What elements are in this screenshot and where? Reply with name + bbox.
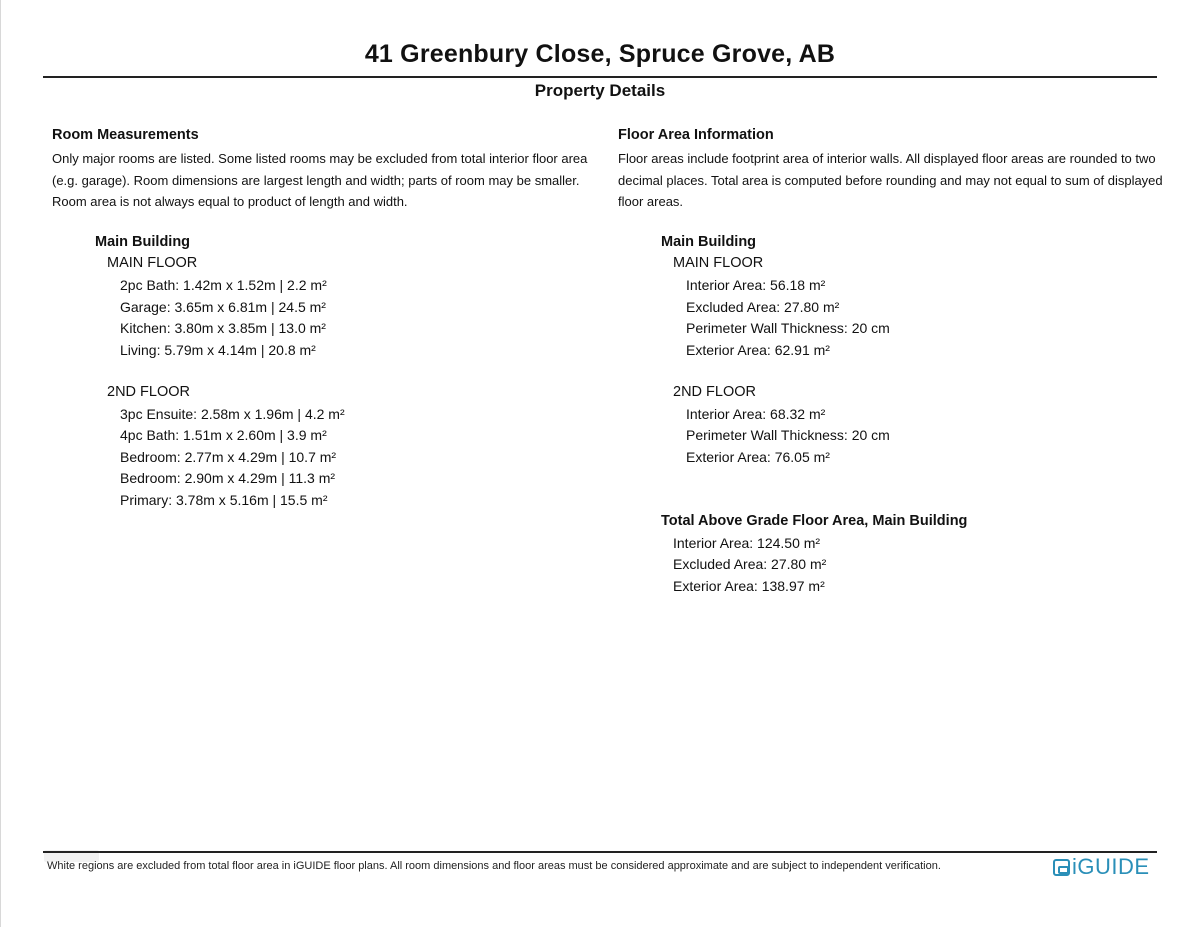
room-line: Primary: 3.78m x 5.16m | 15.5 m²	[120, 492, 328, 508]
area-line: Exterior Area: 62.91 m²	[686, 342, 830, 358]
floor-area-note-line: decimal places. Total area is computed before rounding and may not equal to sum of displayed	[618, 172, 1163, 188]
page-subtitle: Property Details	[534, 81, 666, 100]
room-measurements-note-line: Room area is not always equal to product of length and width.	[52, 194, 408, 209]
area-building-heading: Main Building	[661, 234, 757, 250]
floor-area-note-line: floor areas.	[618, 194, 684, 209]
area-floor-heading-2nd: 2ND FLOOR	[673, 384, 756, 400]
footer-divider	[43, 851, 1157, 853]
total-area-line: Exterior Area: 138.97 m²	[673, 578, 825, 594]
iguide-logo-text: iGUIDE	[1072, 854, 1150, 879]
room-measurements-heading: Room Measurements	[52, 127, 199, 143]
floor-area-note-line: Floor areas include footprint area of interior walls. All displayed floor areas are rounded to two	[618, 151, 1156, 166]
room-line: Living: 5.79m x 4.14m | 20.8 m²	[120, 342, 316, 358]
room-line: Bedroom: 2.90m x 4.29m | 11.3 m²	[120, 470, 336, 486]
area-line: Exterior Area: 76.05 m²	[686, 449, 830, 465]
room-line: Garage: 3.65m x 6.81m | 24.5 m²	[120, 299, 326, 315]
total-area-line: Interior Area: 124.50 m²	[673, 535, 821, 551]
area-line: Interior Area: 56.18 m²	[686, 277, 826, 293]
room-measurements-note-line: Only major rooms are listed. Some listed rooms may be excluded from total interior floor area	[52, 151, 588, 166]
total-area-line: Excluded Area: 27.80 m²	[673, 556, 827, 572]
area-line: Interior Area: 68.32 m²	[686, 406, 826, 422]
footer-disclaimer: White regions are excluded from total floor area in iGUIDE floor plans. All room dimensions and floor areas must be considered approximate and are subject to independent verification.	[47, 860, 941, 872]
room-floor-heading-2nd: 2ND FLOOR	[107, 384, 190, 400]
page-title: 41 Greenbury Close, Spruce Grove, AB	[364, 40, 836, 68]
floor-area-section	[618, 126, 1173, 213]
area-line: Perimeter Wall Thickness: 20 cm	[686, 427, 890, 443]
floor-area-heading: Floor Area Information	[618, 127, 774, 143]
room-line: 4pc Bath: 1.51m x 2.60m | 3.9 m²	[120, 427, 327, 443]
iguide-logo-icon	[1053, 859, 1070, 876]
total-area-heading: Total Above Grade Floor Area, Main Building	[661, 513, 968, 529]
room-line: 3pc Ensuite: 2.58m x 1.96m | 4.2 m²	[120, 406, 345, 422]
room-floor-heading-main: MAIN FLOOR	[107, 255, 198, 271]
area-line: Excluded Area: 27.80 m²	[686, 299, 840, 315]
room-line: 2pc Bath: 1.42m x 1.52m | 2.2 m²	[120, 277, 327, 293]
room-measurements-note-line: (e.g. garage). Room dimensions are largest length and width; parts of room may be smaller.	[52, 172, 580, 188]
room-line: Kitchen: 3.80m x 3.85m | 13.0 m²	[120, 320, 326, 336]
header-divider	[43, 76, 1157, 78]
room-line: Bedroom: 2.77m x 4.29m | 10.7 m²	[120, 449, 337, 465]
area-floor-heading-main: MAIN FLOOR	[673, 255, 764, 271]
area-line: Perimeter Wall Thickness: 20 cm	[686, 320, 890, 336]
room-building-heading: Main Building	[95, 234, 191, 250]
room-measurements-section	[52, 126, 592, 213]
iguide-logo	[1053, 854, 1150, 880]
